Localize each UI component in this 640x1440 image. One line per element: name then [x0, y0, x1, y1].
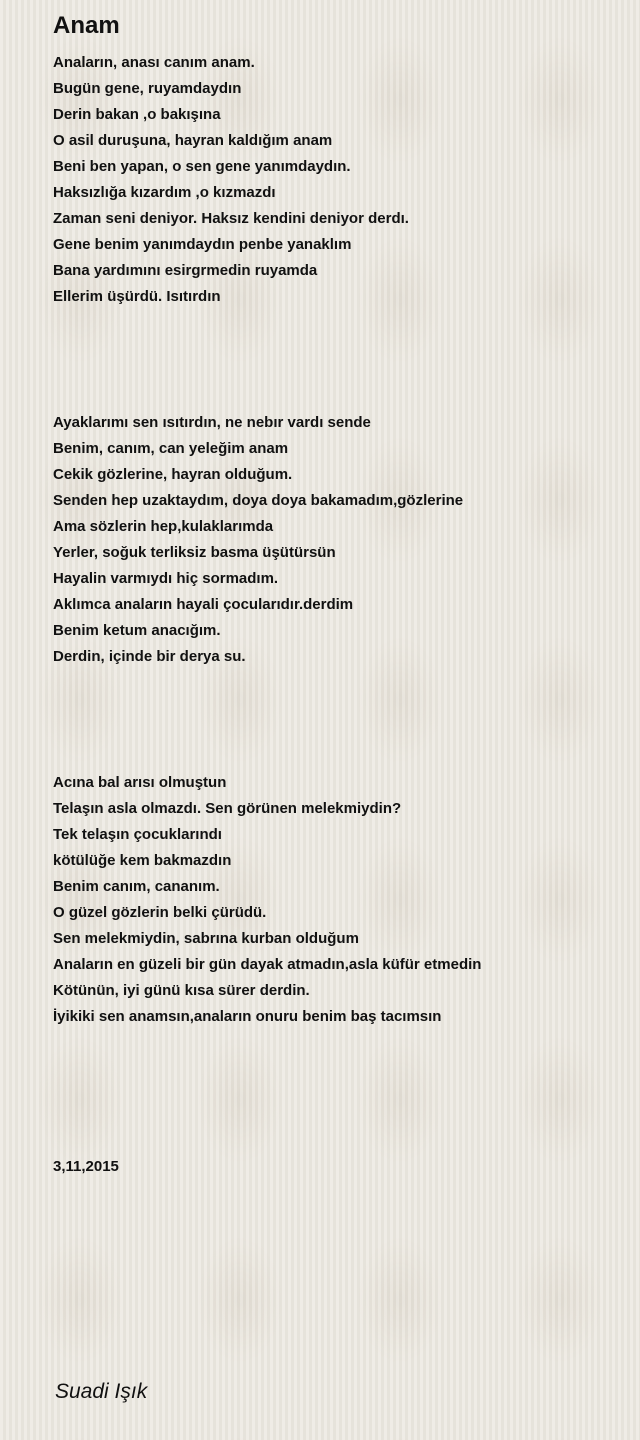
poem-line: Derdin, içinde bir derya su. — [53, 648, 246, 665]
poem-line: Sen melekmiydin, sabrına kurban olduğum — [53, 930, 359, 947]
poem-line: Beni ben yapan, o sen gene yanımdaydın. — [53, 158, 351, 175]
poem-line: Ayaklarımı sen ısıtırdın, ne nebır vardı sende — [53, 414, 371, 431]
poem-line: Ama sözlerin hep,kulaklarımda — [53, 518, 274, 535]
poem-line: Hayalin varmıydı hiç sormadım. — [53, 570, 279, 587]
stanza-1 — [53, 50, 623, 310]
poem-line: Derin bakan ,o bakışına — [53, 106, 221, 123]
poem-line: Cekik gözlerine, hayran olduğum. — [53, 466, 293, 483]
poem-line: Kötünün, iyi günü kısa sürer derdin. — [53, 982, 310, 999]
poem-line: İyikiki sen anamsın,anaların onuru benim baş tacımsın — [53, 1008, 442, 1025]
poem-line: Tek telaşın çocuklarındı — [53, 826, 222, 843]
poem-line: Anaların, anası canım anam. — [53, 54, 255, 71]
stanza-3 — [53, 770, 623, 1030]
poem-title: Anam — [53, 12, 120, 39]
poem-line: O güzel gözlerin belki çürüdü. — [53, 904, 267, 921]
poem-line: Aklımca anaların hayali çocularıdır.derdim — [53, 596, 354, 613]
poem-line: Benim canım, cananım. — [53, 878, 220, 895]
poem-line: Acına bal arısı olmuştun — [53, 774, 227, 791]
author-signature: Suadi Işık — [55, 1380, 148, 1403]
poem-line: Telaşın asla olmazdı. Sen görünen melekmiydin? — [53, 800, 402, 817]
poem-line: Yerler, soğuk terliksiz basma üşütürsün — [53, 544, 336, 561]
poem-container — [53, 10, 623, 1180]
poem-line: Bugün gene, ruyamdaydın — [53, 80, 242, 97]
stanza-2 — [53, 410, 623, 670]
poem-line: Benim ketum anacığım. — [53, 622, 221, 639]
poem-line: O asil duruşuna, hayran kaldığım anam — [53, 132, 333, 149]
poem-line: Gene benim yanımdaydın penbe yanaklım — [53, 236, 352, 253]
poem-line: Bana yardımını esirgrmedin ruyamda — [53, 262, 318, 279]
poem-line: kötülüğe kem bakmazdın — [53, 852, 232, 869]
poem-line: Anaların en güzeli bir gün dayak atmadın,asla küfür etmedin — [53, 956, 482, 973]
poem-date: 3,11,2015 — [53, 1158, 119, 1175]
poem-line: Benim, canım, can yeleğim anam — [53, 440, 289, 457]
poem-line: Zaman seni deniyor. Haksız kendini deniyor derdı. — [53, 210, 409, 227]
poem-line: Senden hep uzaktaydım, doya doya bakamadım,gözlerine — [53, 492, 464, 509]
poem-line: Ellerim üşürdü. Isıtırdın — [53, 288, 221, 305]
poem-line: Haksızlığa kızardım ,o kızmazdı — [53, 184, 276, 201]
